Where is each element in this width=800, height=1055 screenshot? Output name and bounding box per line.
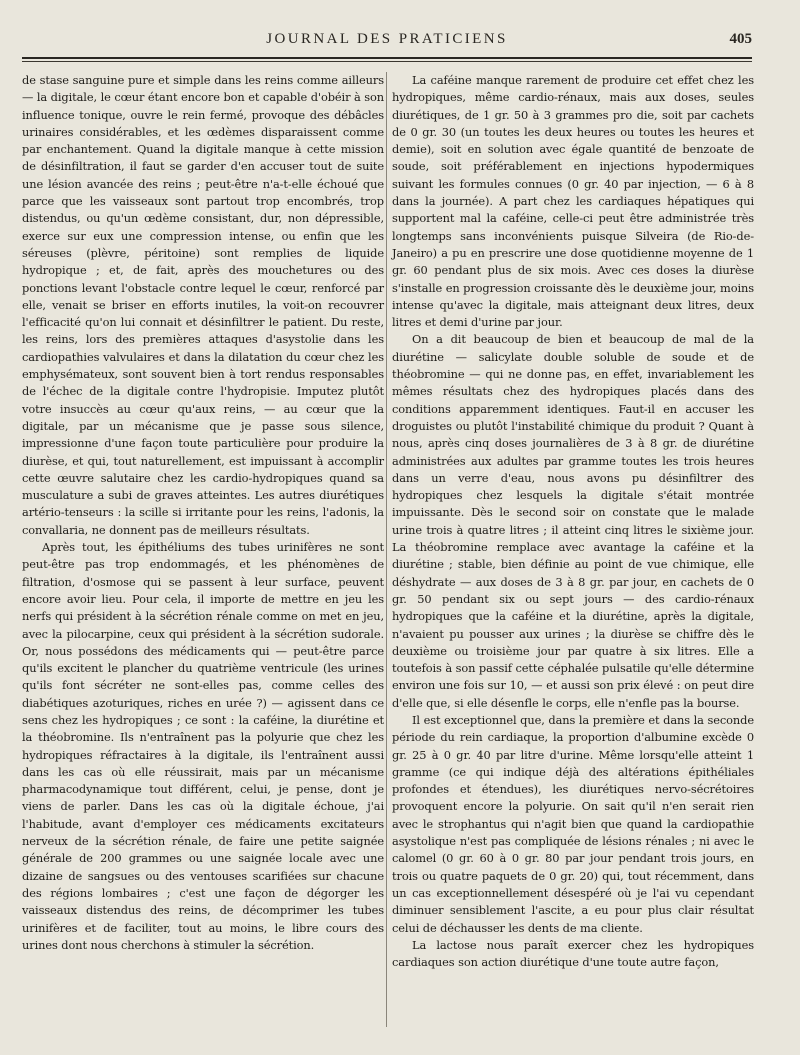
paragraph: de stase sanguine pure et simple dans les reins comme ailleurs — la digitale, le cœur étant encore bon et capable d'obéir à son influence tonique, ouvre le rein fermé, provoque des débâcles urinaires considérables, et les œdèmes disparaissent comme par enchantement. Quand la digitale manque à cette mission de désinfiltration, il faut se garder d'en accuser tout de suite une lésion avancée des reins ; peut-être n'a-t-elle échoué que parce que les vaisseaux sont partout trop encombrés, trop distendus, ou qu'un œdème consistant, dur, non dépressible, exerce sur eux une compression intense, ou enfin que les séreuses (plèvre, péritoine) sont remplies de liquide hydropique ; et, de fait, après des mouchetures ou des ponctions levant l'obstacle contre lequel le cœur, renforcé par elle, venait se briser en efforts inutiles, la voit-on recouvrer l'efficacité qu'on lui connait et désinfiltrer le patient. Du reste, les reins, lors des premières attaques d'asystolie dans les cardiopathies valvulaires et dans la dilatation du cœur chez les emphysémateux, sont souvent bien à tort rendus responsables de l'échec de la digitale contre l'hydropisie. Imputez plutôt votre insuccès au cœur qu'aux reins, — au cœur que la digitale, par un mécanisme que je passe sous silence, impressionne d'une façon toute particulière pour produire la diurèse, et qui, tout naturellement, est impuissant à accomplir cette œuvre salutaire chez les cardio-hydropiques quand sa musculature a subi de graves atteintes. Les autres diurétiques artério-tenseurs : la scille si irritante pour les reins, l'adonis, la convallaria, ne donnent pas de meilleurs résultats. — [22, 73, 384, 537]
column-divider — [386, 72, 387, 1027]
paragraph: On a dit beaucoup de bien et beaucoup de mal de la diurétine — salicylate double soluble de soude et de théobromine — qui ne donne pas, en effet, invariablement les mêmes résultats chez des hydropiques placés dans des conditions apparemment identiques. Faut-il en accuser les droguistes ou plutôt l'instabilité chimique du produit ? Quant à nous, après cinq doses journalières de 3 à 8 gr. de diurétine administrées aux adultes par gramme toutes les trois heures dans un verre d'eau, nous avons pu désinfiltrer des hydropiques chez lesquels la digitale s'était montrée impuissante. Dès le second soir on constate que le malade urine trois à quatre litres ; il atteint cinq litres le sixième jour. La théobromine remplace avec avantage la caféine et la diurétine ; stable, bien définie au point de vue chimique, elle déshydrate — aux doses de 3 à 8 gr. par jour, en cachets de 0 gr. 50 pendant six ou sept jours — des cardio-rénaux hydropiques que la caféine et la diurétine, après la digitale, n'avaient pu pousser aux urines ; la diurèse se chiffre dès le deuxième ou troisième jour par quatre à six litres. Elle a toutefois à son passif cette céphalée pulsatile qu'elle détermine environ une fois sur 10, — et aussi son prix élevé : on peut dire d'elle que, si elle désenfle le corps, elle n'enfle pas la bourse. — [392, 332, 754, 710]
right-column — [392, 72, 754, 971]
journal-title: JOURNAL DES PRATICIENS — [266, 31, 508, 47]
page-number: 405 — [729, 31, 752, 47]
left-column — [22, 72, 384, 954]
paragraph: La caféine manque rarement de produire cet effet chez les hydropiques, même cardio-rénaux, mais aux doses, seules diurétiques, de 1 gr. 50 à 3 grammes pro die, soit par cachets de 0 gr. 30 (un toutes les deux heures ou toutes les heures et demie), soit en solution avec égale quantité de benzoate de soude, soit préférablement en injections hypodermiques suivant les formules connues (0 gr. 40 par injection, — 6 à 8 dans la journée). A part chez les cardiaques hépatiques qui supportent mal la caféine, celle-ci peut être administrée très longtemps sans inconvénients puisque Silveira (de Rio-de-Janeiro) a pu en prescrire une dose quotidienne moyenne de 1 gr. 60 pendant plus de six mois. Avec ces doses la diurèse s'installe en progression croissante dès le deuxième jour, moins intense qu'avec la digitale, mais atteignant deux litres, deux litres et demi d'urine par jour. — [392, 73, 754, 330]
paragraph: Après tout, les épithéliums des tubes urinifères ne sont peut-être pas trop endommagés, et les phénomènes de filtration, d'osmose qui se passent à leur surface, peuvent encore avoir lieu. Pour cela, il importe de mettre en jeu les nerfs qui président à la sécrétion rénale comme on met en jeu, avec la pilocarpine, ceux qui président à la sécrétion sudorale. Or, nous possédons des médicaments qui — peut-être parce qu'ils excitent le plancher du quatrième ventricule (les urines qu'ils font sécréter ne sont-elles pas, comme celles des diabétiques azoturiques, riches en urée ?) — agissent dans ce sens chez les hydropiques ; ce sont : la caféine, la diurétine et la théobromine. Ils n'entraînent pas la polyurie que chez les hydropiques réfractaires à la digitale, ils l'entraînent aussi dans les cas où elle réussirait, mais par un mécanisme pharmacodynamique tout différent, celui, je pense, dont je viens de parler. Dans les cas où la digitale échoue, j'ai l'habitude, avant d'employer ces médicaments excitateurs nerveux de la sécrétion rénale, de faire une petite saignée générale de 200 grammes ou une saignée locale avec une dizaine de sangsues ou des ventouses scarifiées sur chacune des régions lombaires ; c'est une façon de dégorger les vaisseaux distendus des reins, de décomprimer les tubes urinifères et de faciliter, tout au moins, le libre cours des urines dont nous cherchons à stimuler la sécrétion. — [22, 540, 384, 952]
header-rule-thin — [22, 61, 752, 62]
paragraph: Il est exceptionnel que, dans la première et dans la seconde période du rein cardiaque, la proportion d'albumine excède 0 gr. 25 à 0 gr. 40 par litre d'urine. Même lorsqu'elle atteint 1 gramme (ce qui indique déjà des altérations épithéliales profondes et étendues), les diurétiques nervo-sécrétoires provoquent encore la polyurie. On sait qu'il n'en serait rien avec le strophantus qui n'agit bien que quand la cardiopathie asystolique n'est pas compliquée de lésions rénales ; ni avec le calomel (0 gr. 60 à 0 gr. 80 par jour pendant trois jours, en trois ou quatre paquets de 0 gr. 20) qui, tout récemment, dans un cas exceptionnellement désespéré où je l'ai vu cependant diminuer sensiblement l'ascite, a eu pour plus clair résultat celui de déchausser les dents de ma cliente. — [392, 712, 754, 935]
paragraph: La lactose nous paraît exercer chez les hydropiques cardiaques son action diurétique d'une toute autre façon, — [392, 937, 754, 970]
header-rule — [22, 57, 752, 59]
running-header — [22, 28, 752, 50]
